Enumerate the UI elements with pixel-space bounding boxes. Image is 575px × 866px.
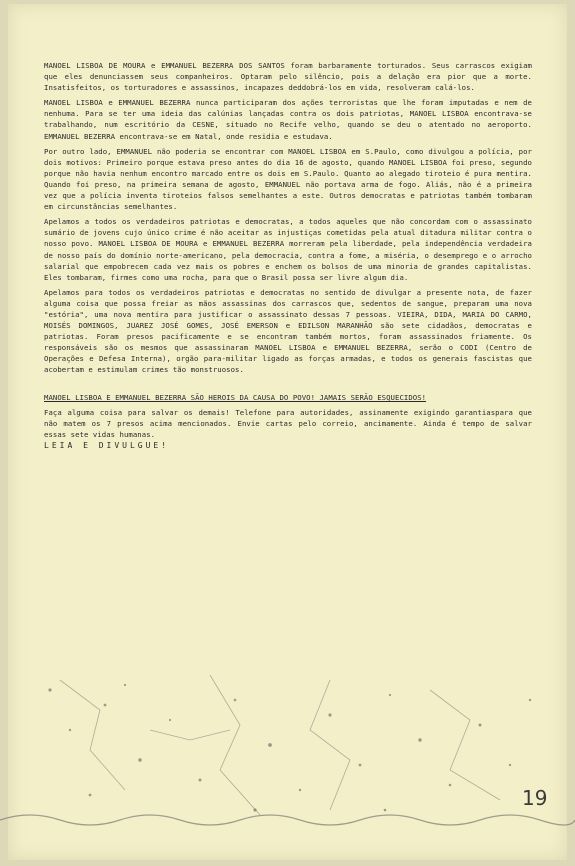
- ink-smudge-graphic: [30, 670, 540, 820]
- paragraph-5: Apelamos para todos os verdadeiros patriotas e democratas no sentido de divulgar a presente nota, de fazer alguma coisa que possa freiar as mãos assassinas dos carrascos que, sedentos de sangue, preparam uma nova "estória", uma nova mentira para justificar o assassinato dessas 7 pessoas. VIEIRA, DIDA, MARIA DO CARMO, MOISÉS DOMINGOS, JUAREZ JOSÉ GOMES, JOSÉ EMERSON e EDILSON MARANHÃO são sete cidadãos, democratas e patriotas. Foram presos pacificamente e se encontram também mortos, foram assassinados friamente. Os responsáveis são os mesmos que assassinaram MANOEL LISBOA e EMMANUEL BEZERRA, serão o CODI (Centro de Operações e Defesa Interna), orgão para-militar ligado as forças armadas, e todos os generais fascistas que acobertam e estimulam crimes tão monstruosos.: [44, 287, 532, 375]
- signoff-line: LEIA E DIVULGUE!: [44, 440, 170, 450]
- page-number: 19: [522, 786, 548, 810]
- heroes-heading: MANOEL LISBOA E EMMANUEL BEZERRA SÃO HEROIS DA CAUSA DO POVO! JAMAIS SERÃO ESQUECIDOS!: [44, 392, 427, 402]
- paragraph-2: MANOEL LISBOA e EMMANUEL BEZERRA nunca participaram dos ações terroristas que lhe foram imputadas e nem de nenhuma. Para se ter uma ideia das calúnias lançadas contra os dois patriotas, MANOEL LISBOA encontrava-se trabalhando, num escritório da CESNE, situado no Recife velho, quando se deu o atentado no aeroporto. EMMANUEL BEZERRA encontrava-se em Natal, onde residia e estudava.: [44, 98, 532, 141]
- typed-document: [44, 60, 532, 451]
- paragraph-4: Apelamos a todos os verdadeiros patriotas e democratas, a todos aqueles que não concordam com o assassinato sumário de jovens cujo único crime é não aceitar as injustiças cometidas pela atual ditadura militar contra o nosso povo. MANOEL LISBOA DE MOURA e EMMANUEL BEZERRA morreram pela liberdade, pela independência verdadeira de nosso país do domínio norte-americano, pela democracia, contra a fome, a miséria, o desemprego e o arrocho salarial que empobrecem cada vez mais os pobres e enchem os bolsos de uma minoria de grandes capitalistas. Eles tombaram, firmes como uma rocha, para que o Brasil possa ser livre algum dia.: [44, 217, 532, 282]
- wavy-edge-mark: [0, 805, 575, 835]
- paragraph-3: Por outro lado, EMMANUEL não poderia se encontrar com MANOEL LISBOA em S.Paulo, como divulgou a polícia, por dois motivos: Primeiro porque estava preso antes do dia 16 de agosto, quando MANOEL LISBOA foi preso, segundo porque não havia nenhum encontro marcado entre os dois em S.Paulo. Quanto ao alegado tiroteio é pura mentira. Quando foi preso, na primeira semana de agosto, EMMANUEL não portava arma de fogo. Aliás, não é a primeira vez que a polícia inventa tiroteios falsos semelhantes a este. Outros democratas e patriotas também tombaram em circunstâncias semelhantes.: [44, 146, 532, 212]
- paragraph-1: MANOEL LISBOA DE MOURA e EMMANUEL BEZERRA DOS SANTOS foram barbaramente torturados. Seus carrascos exigiam que eles denunciassem seus companheiros. Optaram pelo silêncio, pois a delação era pior que a morte. Insatisfeitos, os torturadores e assassinos, incapazes deddobrá-los em vida, resolveram calá-los.: [44, 61, 532, 93]
- closing-paragraph: Faça alguma coisa para salvar os demais! Telefone para autoridades, assinamente exigindo garantiaspara que não matem os 7 presos acima mencionados. Envie cartas pelo correio, ancimamente. Ainda é tempo de salvar essas sete vidas humanas.: [44, 407, 532, 439]
